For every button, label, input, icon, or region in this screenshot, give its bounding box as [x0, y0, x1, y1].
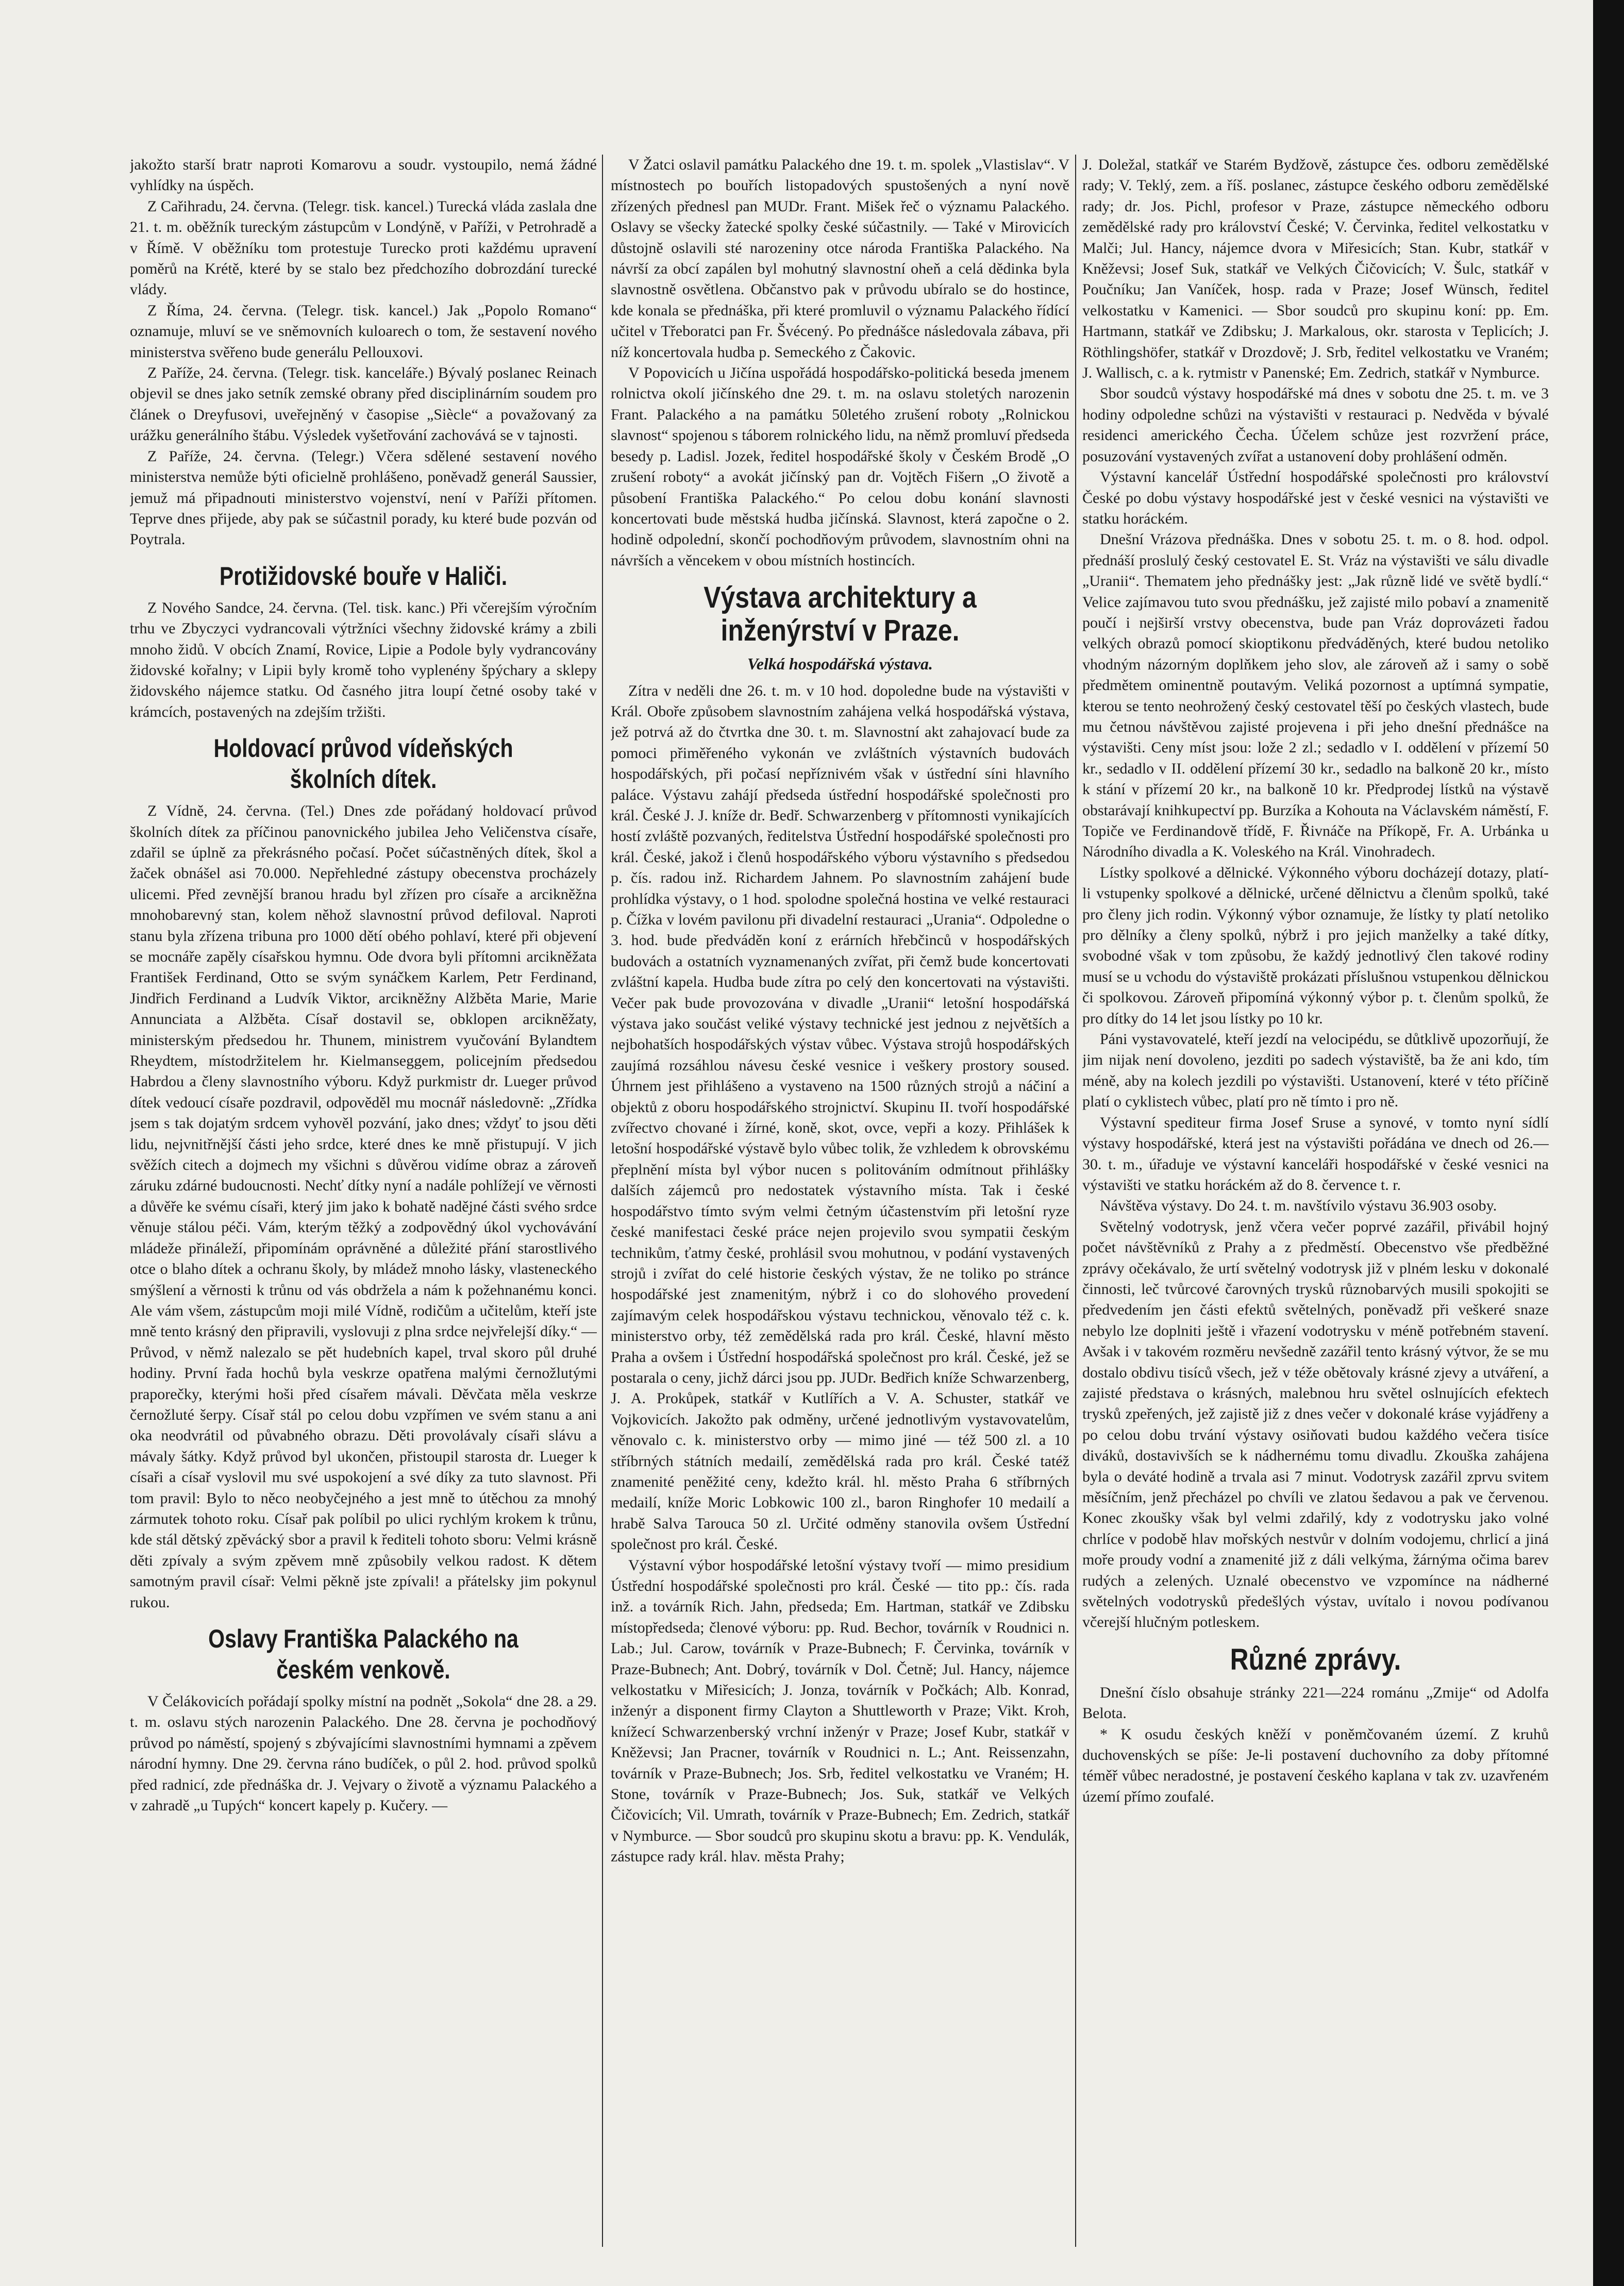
column-2	[611, 155, 1069, 2242]
article-paragraph: V Popovicích u Jičína uspořádá hospodářsko-politická beseda jmenem rolnictva okolí jičínského dne 29. t. m. na oslavu stoletých narozenin Frant. Palackého a na památku 50letého zrušení roboty „Rolnickou slavnost“ spojenou s táborem rolnického lidu, na němž promluví předseda besedy p. Ladisl. Jozek, ředitel hospodářské školy v Českém Brodě „O zrušení roboty“ a avokát jičínský pan dr. Vojtěch Fišern „O životě a působení Františka Palackého.“ Po celou dobu konání slavnosti koncertovati bude městská hudba jičínská. Slavnost, která započne o 2. hodině odpolední, skončí pochodňovým průvodem, slavnostním ohni na návrších a věncekem v obou místních hostincích.	[611, 364, 1069, 569]
article-heading: Výstava architektury a inženýrství v Praze.	[704, 581, 977, 648]
article-paragraph: jakožto starší bratr naproti Komarovu a soudr. vystoupilo, nemá žádné vyhlídky na úspěch.	[130, 156, 597, 194]
article-paragraph: Z Paříže, 24. června. (Telegr.) Včera sdělené sestavení nového ministerstva nemůže býti oficielně prohlášeno, poněvadž generál Saussier, jemuž má připadnouti ministerstvo vojenství, není v Paříži přítomen. Teprve dnes přijede, aby pak se súčastnil porady, ku které bude pozván od Poytrala.	[130, 447, 597, 548]
column-1	[130, 155, 597, 2242]
article-paragraph: Z Nového Sandce, 24. června. (Tel. tisk. kanc.) Při včerejším výročním trhu ve Zbyczyci vydrancovali výtržníci všechny židovské krámy a zbili mnoho židů. V obcích Znamí, Rovice, Lipie a Podole byly vydrancovány židovské kořalny; v Lipii byly kromě toho vyplenény špýchary a sklepy židovského nájemce statku. Od časného jitra loupí četné osoby také v krámcích, postavených na zdejším tržišti.	[130, 599, 597, 720]
article-paragraph: Výstavní kancelář Ústřední hospodářské společnosti pro království České po dobu výstavy hospodářské jest v české vesnici na výstavišti ve statku horáckém.	[1082, 468, 1549, 527]
article-paragraph: Dnešní Vrázova přednáška. Dnes v sobotu 25. t. m. o 8. hod. odpol. přednáší proslulý český cestovatel E. St. Vráz na výstavišti ve sálu divadle „Uranii“. Thematem jeho přednášky jest: „Jak různě lidé ve světě bydlí.“ Velice zajímavou tuto svou přednášku, jež zajisté milo pobaví a znamenitě poučí i nejširší vrstvy obecenstva, bude pan Vráz doprovázeti řadou velkých obrazů pomocí skioptikonu předváděných, které budou netoliko vhodným názorným doplňkem jeho slov, ale zároveň až i samy o sobě předmětem ominentně poutavým. Veliká pozornost a uptímná sympatie, kterou se tento neohrožený český cestovatel těší po českých vlastech, bude mu četnou návštěvou zajisté projevena i při jeho dnešní přednášce na výstavišti. Ceny míst jsou: lože 2 zl.; sedadlo v I. oddělení v přízemí 50 kr., sedadlo v II. oddělení přízemí 30 kr., sedadlo na balkoně 20 kr., místo k stání v přízemí 20 kr., na balkoně 10 kr. Předprodej lístků na výstavě obstarávají knihkupectví pp. Burzíka a Kohouta na Václavském náměstí, F. Topiče ve Ferdinandově třídě, F. Řivnáče na Příkopě, Fr. A. Urbánka u Národního divadla a K. Voleského na Král. Vinohradech.	[1082, 531, 1549, 861]
article-paragraph: Z Říma, 24. června. (Telegr. tisk. kancel.) Jak „Popolo Romano“ oznamuje, mluví se ve sněmovních kuloarech o tom, že sestavení nového ministerstva svěřeno bude generálu Pellouxovi.	[130, 301, 597, 361]
article-paragraph: Výstavní výbor hospodářské letošní výstavy tvoří — mimo presidium Ústřední hospodářské společnosti pro král. České — tito pp.: čís. rada inž. a továrník Rich. Jahn, předseda; Em. Hartman, statkář ve Zdibsku místopředseda; členové výboru: pp. Rud. Bechor, továrník v Roudnici n. Lab.; Jul. Carow, továrník v Praze-Bubnech; F. Červinka, továrník v Praze-Bubnech; Ant. Dobrý, továrník v Dol. Četně; Jul. Hancy, nájemce velkostatku v Miřesicích; J. Jonza, továrník v Počkách; Alb. Konrad, inženýr a disponent firmy Clayton a Shuttleworth v Praze; Vikt. Kroh, knížecí Schwarzenberský vrchní inženýr v Praze; Josef Kubr, statkář v Kněževsi; Jan Pracner, továrník v Roudnici n. L.; Ant. Reissenzahn, továrník v Praze-Bubnech; Jos. Srb, ředitel velkostatku ve Vraném; H. Stone, továrník v Praze-Bubnech; Jos. Suk, statkář ve Velkých Čičovicích; Vil. Umrath, továrník v Praze-Bubnech; Em. Zedrich, statkář v Nymburce. — Sbor soudců pro skupinu skotu a bravu: pp. K. Vendulák, zástupce rady král. hlav. města Prahy;	[611, 1556, 1069, 1865]
article-paragraph: Sbor soudců výstavy hospodářské má dnes v sobotu dne 25. t. m. ve 3 hodiny odpoledne schůzi na výstavišti v restauraci p. Nedvěda v bývalé residenci amerického Čecha. Účelem schůze jest rozvržení práce, posuzování vystavených zvířat a ustanovení doby prohlášení odměn.	[1082, 385, 1549, 465]
article-paragraph: Návštěva výstavy. Do 24. t. m. navštívilo výstavu 36.903 osoby.	[1100, 1197, 1497, 1215]
article-paragraph: Zítra v neděli dne 26. t. m. v 10 hod. dopoledne bude na výstavišti v Král. Oboře způsobem slavnostním zahájena velká hospodářská výstava, jež potrvá až do čtvrtka dne 30. t. m. Slavnostní akt zahajovací bude za pomoci přiměřeného vykonán ve zvláštních výstavních budovách hospodářských, při počasí nepříznivém však v ústřední síni hlavního paláce. Výstavu zahájí předseda ústřední hospodářské společnosti pro král. České J. J. kníže dr. Bedř. Schwarzenberg v přítomnosti vynikajících hostí zvláště pozvaných, ředitelstva Ústřední hospodářské společnosti pro král. České, jakož i členů hospodářského výboru výstavního s předsedou p. čís. radou inž. Richardem Jahnem. Po slavnostním zahájení bude prohlídka výstavy, o 1 hod. spolodne společná hostina ve velké restauraci p. Čížka v lovém pavilonu při divadelní restauraci „Urania“. Odpoledne o 3. hod. bude předváděn koní z erárních hřebčinců v hospodářských budovách a ostatních vyznamenaných zvířat, při čemž bude koncertovati zvláštní kapela. Hudba bude zítra po celý den koncertovati na výstavišti. Večer pak bude provozována v divadle „Uranii“ letošní hospodářská výstava jako součást veliké výstavy technické jest jednou z největších a nejbohatších hospodářských výstav vůbec. Výstava strojů hospodářských zaujímá rozsáhlou návesu české vesnice i veškery prostory soused. Úhrnem jest přihlášeno a vystaveno na 1500 různých strojů a náčiní a objektů z oboru hospodářského strojnictví. Skupinu II. tvoří hospodářské zvířectvo chované i žírné, koně, skot, ovce, vepři a kozy. Přihlášek k letošní hospodářské výstavě bylo vůbec tolik, že vzhledem k obrovskému přeplnění místa byl výbor nucen s politováním odmítnout přihlášky dalších zájemců pro nedostatek výstavního místa. Tak i české hospodářstvo tímto svým velmi četným účastenstvím při letošní ryze české manifestaci české práce nejen projevilo svou sympatii českým technikům, ťatmy české, prohlásil svou mohutnou, v podání vystavených strojů i zvířat do celé historie českých výstav, že ne toliko po stránce hospodářské jest znamenitým, nýbrž i co do slohového provedení zajímavým celek hospodářskou výstavu technickou, věnovalo též c. k. ministerstvo orby, též zemědělská rada pro král. České, hlavní město Praha a ovšem i Ústřední hospodářská společnost pro král. České, jež se postarala o ceny, jichž dárci jsou pp. JUDr. Bedřich kníže Schwarzenberg, J. A. Prokůpek, statkář v Kutlířích a V. A. Schuster, statkář ve Vojkovicích. Jakožto pak odměny, určené jednotlivým vystavovatelům, věnovalo c. k. ministerstvo orby — mimo jiné — též 500 zl. a 10 stříbrných státních medailí, zemědělská rada pro král. České tatéž znamenité peněžité ceny, kdežto král. hl. město Praha 6 stříbrných medailí, kníže Moric Lobkowic 100 zl., baron Ringhofer 10 medailí a hrabě Salva Tarouca 50 zl. Určité odměny stanovila ovšem Ústřední společnost pro král. České.	[611, 682, 1069, 1553]
article-heading: Různé zprávy.	[1230, 1642, 1401, 1676]
article-paragraph: J. Doležal, statkář ve Starém Bydžově, zástupce čes. odboru zemědělské rady; V. Teklý, zem. a říš. poslanec, zástupce českého odboru zemědělské rady; dr. Jos. Pichl, profesor v Praze, zástupce německého odboru zemědělské rady pro království České; V. Červinka, ředitel velkostatku v Malči; Jul. Hancy, nájemce dvora v Miřesicích; Stan. Kubr, statkář v Kněževsi; Josef Suk, statkář ve Velkých Čičovicích; V. Šulc, statkář v Poučníku; Jan Vaníček, hosp. rada v Praze; Josef Wünsch, ředitel velkostatku v Kamenici. — Sbor soudců pro skupinu koní: pp. Em. Hartmann, statkář ve Zdibsku; J. Markalous, okr. starosta v Teplicích; J. Röthlingshöfer, statkář v Drozdově; J. Srb, ředitel velkostatku ve Vraném; J. Wallisch, c. a k. rytmistr v Panenské; Em. Zedrich, statkář v Nymburce.	[1082, 156, 1549, 382]
article-paragraph: * K osudu českých kněží v poněmčovaném území. Z kruhů duchovenských se píše: Je-li postavení duchovního za doby přítomné téměř vůbec neradostné, je postavení českého kaplana v tak zv. uzavřeném území přímo zoufalé.	[1082, 1725, 1549, 1805]
article-heading: Protižidovské bouře v Haliči.	[219, 561, 508, 591]
article-paragraph: V Žatci oslavil památku Palackého dne 19. t. m. spolek „Vlastislav“. V místnostech po bouřích listopadových spustošených a nyní nově zřízených přednesl pan MUDr. Frant. Mišek řeč o významu Palackého. Oslavy se všecky žatecké spolky české súčastnily. — Také v Mirovicích důstojně oslavili sté narozeniny otce národa Františka Palackého. Na návrší za obcí zapálen byl mohutný slavnostní oheň a celá dědinka byla slavnostně osvětlena. Občanstvo pak v průvodu ubíralo se do hostince, kde konala se přednáška, při které promluvil o významu Palackého řídící učitel v Třeboratci pan Fr. Švécený. Po přednášce následovala zábava, při níž koncertovala hudba p. Semeckého z Čakovic.	[611, 156, 1069, 361]
article-paragraph: Z Paříže, 24. června. (Telegr. tisk. kanceláře.) Bývalý poslanec Reinach objevil se dnes jako setník zemské obrany před disciplinárním soudem pro článek o Dreyfusovi, uveřejněný v časopise „Siècle“ a považovaný za urážku generálního štábu. Výsledek vyšetřování zachovává se v tajnosti.	[130, 364, 597, 444]
column-rule	[602, 155, 603, 2247]
article-paragraph: Z Cařihradu, 24. června. (Telegr. tisk. kancel.) Turecká vláda zaslala dne 21. t. m. oběžník tureckým zástupcům v Londýně, v Paříži, v Petrohradě a v Římě. V oběžníku tom protestuje Turecko proti každému upravení poměrů na Krétě, které by se stalo bez předchozího dobrozdání turecké vlády.	[130, 197, 597, 298]
article-paragraph: Lístky spolkové a dělnické. Výkonného výboru docházejí dotazy, platí-li vstupenky spolkové a dělnické, určené dělnictvu a členům spolků, také pro členy jich rodin. Výkonný výbor oznamuje, že lístky ty platí netoliko pro dělníky a členy spolků, nýbrž i pro jejich manželky a také dítky, svobodné však v tom způsobu, že každý jednotlivý člen takové rodiny musí se u vchodu do výstaviště prokázati příslušnou vstupenkou dělnickou či spolkovou. Zároveň připomíná výkonný výbor p. t. členům spolků, že pro dítky do 14 let jsou lístky po 10 kr.	[1082, 864, 1549, 1027]
article-paragraph: Dnešní číslo obsahuje stránky 221—224 románu „Zmije“ od Adolfa Belota.	[1082, 1684, 1549, 1722]
article-paragraph: Světelný vodotrysk, jenž včera večer poprvé zazářil, přivábil hojný počet návštěvníků z Prahy a z předměstí. Obecenstvo vše předběžné zprávy očekávalo, že urtí světelný vodotrysk již v plném lesku v dokonalé činnosti, leč tvůrcové čarovných trysků různobarvých musili spokojiti se předvedením jen části efektů světelných, poněvadž při veškeré snaze nebylo lze doplniti ještě i vřazení vodotrysku v méně potřebném stavení. Avšak i v takovém rozměru nevšedně zazářil tento krásný výtvor, že se mu dostalo obdivu tisíců všech, jež v téže obětovaly krásné zjevy a utváření, a zajisté představa o krásných, malebnou hru světel oslnujících efektech trysků zpeřených, jež zajistě již z dnes večer v dokonalé kráse vyjádřeny a po celou dobu trvání výstavy osiňovati budou každého večera tisíce diváků, dostavivších se k nádhernému tomu divadlu. Zkouška zahájena byla o deváté hodině a trvala asi 7 minut. Vodotrysk zazářil zprvu svitem měsíčním, jenž přecházel po chvíli ve zlatou šedavou a pak ve červenou. Konec zkoušky však byl velmi zdařilý, kdy z vodotrysku jako volné chrlíce v podobě hlav mořských nestvůr v dolním vodojemu, chrlicí a jiná moře proudy vodní a znamenité již z dáli velkýma, žárnýma očima barev rudých a zelených. Uznalé obecenstvo ve vzpomínce na nádherné světelných vodotrysků předešlých výstav, uvítalo i novou podívanou včerejší hlučným potleskem.	[1082, 1218, 1549, 1631]
scan-edge	[1593, 0, 1624, 2286]
article-subheading: Velká hospodářská výstava.	[747, 654, 933, 674]
article-heading: Holdovací průvod vídeňských školních dítek.	[213, 734, 513, 794]
article-paragraph: Výstavní spediteur firma Josef Sruse a synové, v tomto nyní sídlí výstavy hospodářské, která jest na výstavišti pořádána ve dnech od 26.—30. t. m., úřaduje ve výstavní kanceláři hospodářské v české vesnici na výstavišti ve statku horáckém až do 8. července t. r.	[1082, 1114, 1549, 1194]
column-rule	[1075, 155, 1076, 2247]
article-paragraph: Z Vídně, 24. června. (Tel.) Dnes zde pořádaný holdovací průvod školních dítek za příčinou panovnického jubilea Jeho Veličenstva císaře, zdařil se úplně za překrásného počasí. Počet súčastněných dítek, škol a žaček obnášel asi 70.000. Nepřehledné zástupy obecenstva procházely ulicemi. Před zevnější branou hradu byl zřízen pro císaře a arcikněžna mnohobarevný stan, kolem něhož slavnostní průvod defiloval. Naproti stanu byla zřízena tribuna pro 1000 dětí obého pohlaví, které při objevení se mocnáře zapěly císařskou hymnu. Ode dvora byli přítomni arcikněžata František Ferdinand, Otto se svým synáčkem Karlem, Petr Ferdinand, Jindřich Ferdinand a Ludvík Viktor, arcikněžny Alžběta Marie, Marie Annunciata a Alžběta. Císař dostavil se, obklopen arcikněžaty, ministerským předsedou hr. Thunem, ministrem vyučování Bylandtem Rheydtem, místodržitelem hr. Kielmanseggem, policejním předsedou Habrdou a členy slavnostního výboru. Když purkmistr dr. Lueger průvod dítek vedoucí císaře pozdravil, odpověděl mu mocnář následovně: „Zřídka jsem s tak dojatým srdcem vyhověl pozvání, jako dnes; vždyť to jsou děti lidu, nejvnitřnější části jeho srdce, které dnes ke mně přistupují. V jich svěžích citech a dojmech my všichni s důvěrou vidíme obraz a zároveň záruku zdárné budoucnosti. Nechť dítky nyní a nadále pohlížejí ve věrnosti a důvěře ke svému císaři, který jim jako k bohatě nadějné části svého srdce věnuje stálou péči. Vám, kterým těžký a zodpovědný úkol vychovávání mládeže přináleží, připomínám oprávněné a důležité přání starostlivého otce o blaho dítek a ochranu školy, by mládež mnoho lásky, vlasteneckého smýšlení a věrnosti k trůnu od vás obdržela a nám k požehnanému konci. Ale vám všem, zástupcům moji milé Vídně, rodičům a učitelům, kteří jste mně tento krásný den připravili, vyslovuji z plna srdce nejvřelejší díky.“ — Průvod, v němž nalezalo se pět hudebních kapel, trval skoro půl druhé hodiny. První řada hochů byla veskrze opatřena malými černožlutými praporečky, kterými hoši před císařem mávali. Děvčata měla veskrze černožluté šerpy. Císař stál po celou dobu vzpřímen ve svém stanu a ani oka neodvrátil od půvabného obrazu. Děti provolávaly císaři slávu a mávaly šátky. Když průvod byl ukončen, přistoupil starosta dr. Lueger k císaři a císař vyslovil mu své uspokojení a své díky za tuto slavnost. Při tom pravil: Bylo to něco neobyčejného a jest mně to útěchou za mnohý zármutek tohoto roku. Císař pak políbil po ulici rychlým krokem k trůnu, kde stál dětský zpěvácký sbor a pravil k řediteli tohoto sboru: Velmi krásně děti zpívaly a svým zpěvem mně způsobily velkou radost. K dětem samotným pravil císař: Velmi pěkně jste zpívali! a přátelsky jim pokynul rukou.	[130, 802, 597, 1611]
article-paragraph: Páni vystavovatelé, kteří jezdí na velocipédu, se důtklivě upozorňují, že jim nijak není dovoleno, jezditi po sadech výstaviště, ba že ani kdo, tím méně, aby na kolech jezdili po výstavišti. Ustanovení, které v této příčině platí o cyklistech vůbec, platí pro ně tímto i pro ně.	[1082, 1031, 1549, 1111]
column-3	[1082, 155, 1549, 2242]
article-paragraph: V Čelákovicích pořádají spolky místní na podnět „Sokola“ dne 28. a 29. t. m. oslavu stých narozenin Palackého. Dne 28. června je pochodňový průvod po náměstí, spojený s zbývajícími slavnostními hymnami a zpěvem národní hymny. Dne 29. června ráno budíček, o půl 2. hod. průvod spolků před radnicí, zde přednáška dr. J. Vejvary o životě a významu Palackého a v zahradě „u Tupých“ koncert kapely p. Kučery. —	[130, 1693, 597, 1814]
article-heading: Oslavy Františka Palackého na českém venkově.	[208, 1624, 518, 1684]
